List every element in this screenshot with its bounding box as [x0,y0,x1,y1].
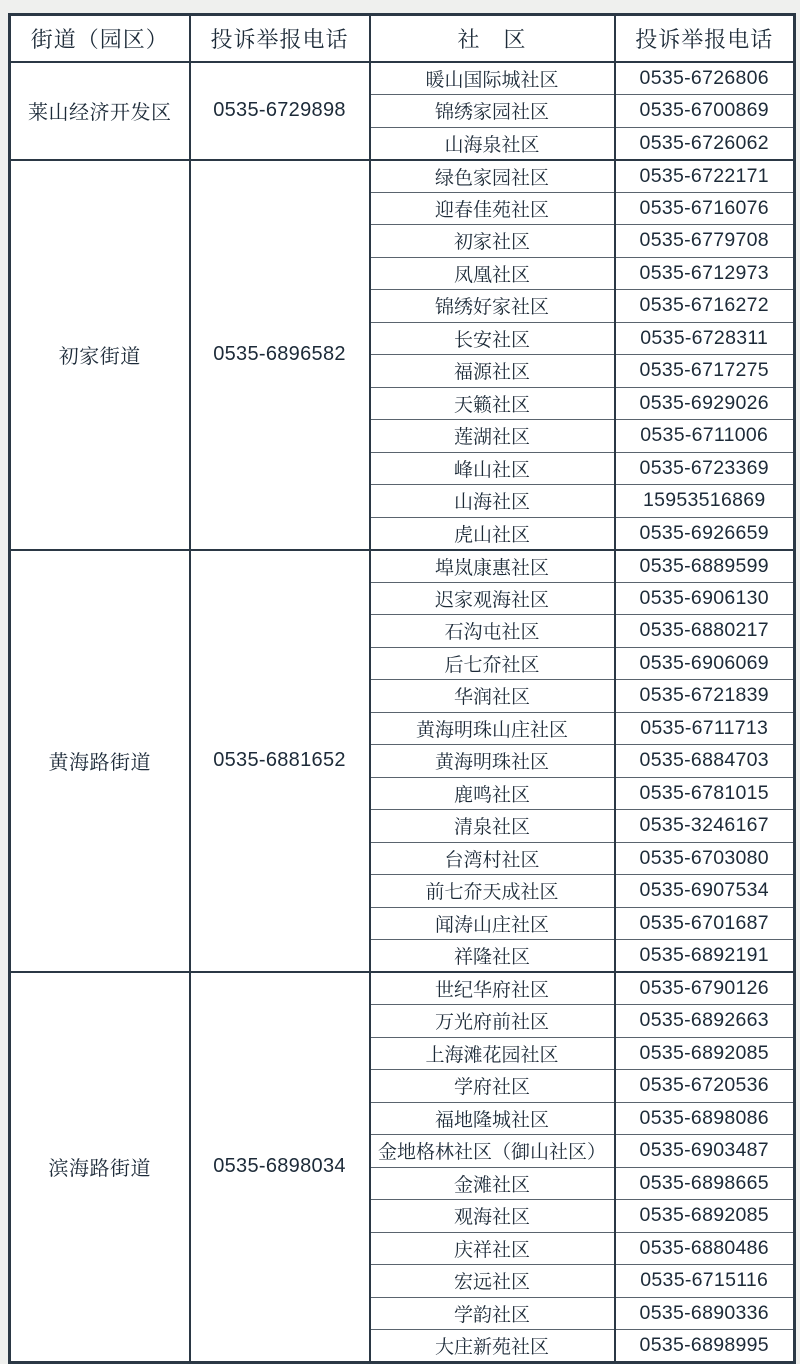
community-name-cell: 金滩社区 [370,1167,615,1200]
community-phone-cell: 0535-6898086 [615,1102,795,1135]
community-phone-cell: 0535-6717275 [615,355,795,388]
community-phone-cell: 0535-6720536 [615,1070,795,1103]
community-name-cell: 闻涛山庄社区 [370,907,615,940]
header-street-phone: 投诉举报电话 [190,15,370,63]
community-phone-cell: 0535-6907534 [615,875,795,908]
community-phone-cell: 0535-6884703 [615,745,795,778]
street-phone-cell: 0535-6898034 [190,972,370,1362]
community-phone-cell: 0535-6722171 [615,160,795,193]
community-phone-cell: 0535-6880486 [615,1232,795,1265]
community-name-cell: 初家社区 [370,225,615,258]
community-name-cell: 万光府前社区 [370,1005,615,1038]
community-phone-cell: 0535-6898665 [615,1167,795,1200]
community-phone-cell: 0535-6721839 [615,680,795,713]
community-name-cell: 迟家观海社区 [370,582,615,615]
community-name-cell: 埠岚康惠社区 [370,550,615,583]
community-name-cell: 凤凰社区 [370,257,615,290]
community-name-cell: 鹿鸣社区 [370,777,615,810]
community-name-cell: 学府社区 [370,1070,615,1103]
community-name-cell: 后七夼社区 [370,647,615,680]
community-phone-cell: 0535-6781015 [615,777,795,810]
community-name-cell: 天籁社区 [370,387,615,420]
community-name-cell: 庆祥社区 [370,1232,615,1265]
community-name-cell: 迎春佳苑社区 [370,192,615,225]
community-phone-cell: 0535-6790126 [615,972,795,1005]
community-name-cell: 莲湖社区 [370,420,615,453]
community-name-cell: 华润社区 [370,680,615,713]
community-phone-cell: 0535-6892191 [615,940,795,973]
community-name-cell: 山海泉社区 [370,127,615,160]
table-row [10,972,795,1005]
table-row [10,550,795,583]
header-community-phone: 投诉举报电话 [615,15,795,63]
community-phone-cell: 15953516869 [615,485,795,518]
community-name-cell: 虎山社区 [370,517,615,550]
street-name-cell: 莱山经济开发区 [10,62,190,160]
community-phone-cell: 0535-6892085 [615,1200,795,1233]
table-body [10,62,795,1362]
community-name-cell: 金地格林社区（御山社区） [370,1135,615,1168]
header-street: 街道（园区） [10,15,190,63]
community-phone-cell: 0535-6779708 [615,225,795,258]
community-phone-cell: 0535-6716272 [615,290,795,323]
street-name-cell: 初家街道 [10,160,190,550]
community-phone-cell: 0535-3246167 [615,810,795,843]
community-phone-cell: 0535-6716076 [615,192,795,225]
community-name-cell: 锦绣家园社区 [370,95,615,128]
community-phone-cell: 0535-6898995 [615,1330,795,1363]
community-name-cell: 长安社区 [370,322,615,355]
header-row [10,15,795,63]
street-phone-cell: 0535-6896582 [190,160,370,550]
community-phone-cell: 0535-6906130 [615,582,795,615]
header-community: 社 区 [370,15,615,63]
street-phone-cell: 0535-6729898 [190,62,370,160]
community-name-cell: 石沟屯社区 [370,615,615,648]
street-name-cell: 滨海路街道 [10,972,190,1362]
community-phone-cell: 0535-6711006 [615,420,795,453]
hotline-table [8,13,796,1364]
community-phone-cell: 0535-6726806 [615,62,795,95]
community-phone-cell: 0535-6700869 [615,95,795,128]
community-name-cell: 黄海明珠山庄社区 [370,712,615,745]
community-name-cell: 绿色家园社区 [370,160,615,193]
community-name-cell: 黄海明珠社区 [370,745,615,778]
community-name-cell: 清泉社区 [370,810,615,843]
community-phone-cell: 0535-6711713 [615,712,795,745]
community-phone-cell: 0535-6890336 [615,1297,795,1330]
community-phone-cell: 0535-6926659 [615,517,795,550]
table-row [10,160,795,193]
community-phone-cell: 0535-6903487 [615,1135,795,1168]
community-phone-cell: 0535-6889599 [615,550,795,583]
community-name-cell: 福地隆城社区 [370,1102,615,1135]
community-phone-cell: 0535-6703080 [615,842,795,875]
community-phone-cell: 0535-6701687 [615,907,795,940]
community-name-cell: 学韵社区 [370,1297,615,1330]
community-phone-cell: 0535-6715116 [615,1265,795,1298]
street-name-cell: 黄海路街道 [10,550,190,973]
community-phone-cell: 0535-6726062 [615,127,795,160]
community-name-cell: 前七夼天成社区 [370,875,615,908]
community-name-cell: 宏远社区 [370,1265,615,1298]
table-row [10,62,795,95]
table-header [10,15,795,63]
community-name-cell: 福源社区 [370,355,615,388]
community-name-cell: 峰山社区 [370,452,615,485]
community-name-cell: 世纪华府社区 [370,972,615,1005]
community-name-cell: 大庄新苑社区 [370,1330,615,1363]
community-phone-cell: 0535-6712973 [615,257,795,290]
community-name-cell: 山海社区 [370,485,615,518]
community-name-cell: 观海社区 [370,1200,615,1233]
community-name-cell: 锦绣好家社区 [370,290,615,323]
community-phone-cell: 0535-6906069 [615,647,795,680]
community-phone-cell: 0535-6892663 [615,1005,795,1038]
community-name-cell: 上海滩花园社区 [370,1037,615,1070]
community-name-cell: 台湾村社区 [370,842,615,875]
community-phone-cell: 0535-6728311 [615,322,795,355]
street-phone-cell: 0535-6881652 [190,550,370,973]
community-phone-cell: 0535-6929026 [615,387,795,420]
community-phone-cell: 0535-6892085 [615,1037,795,1070]
community-phone-cell: 0535-6880217 [615,615,795,648]
community-phone-cell: 0535-6723369 [615,452,795,485]
community-name-cell: 暖山国际城社区 [370,62,615,95]
community-name-cell: 祥隆社区 [370,940,615,973]
